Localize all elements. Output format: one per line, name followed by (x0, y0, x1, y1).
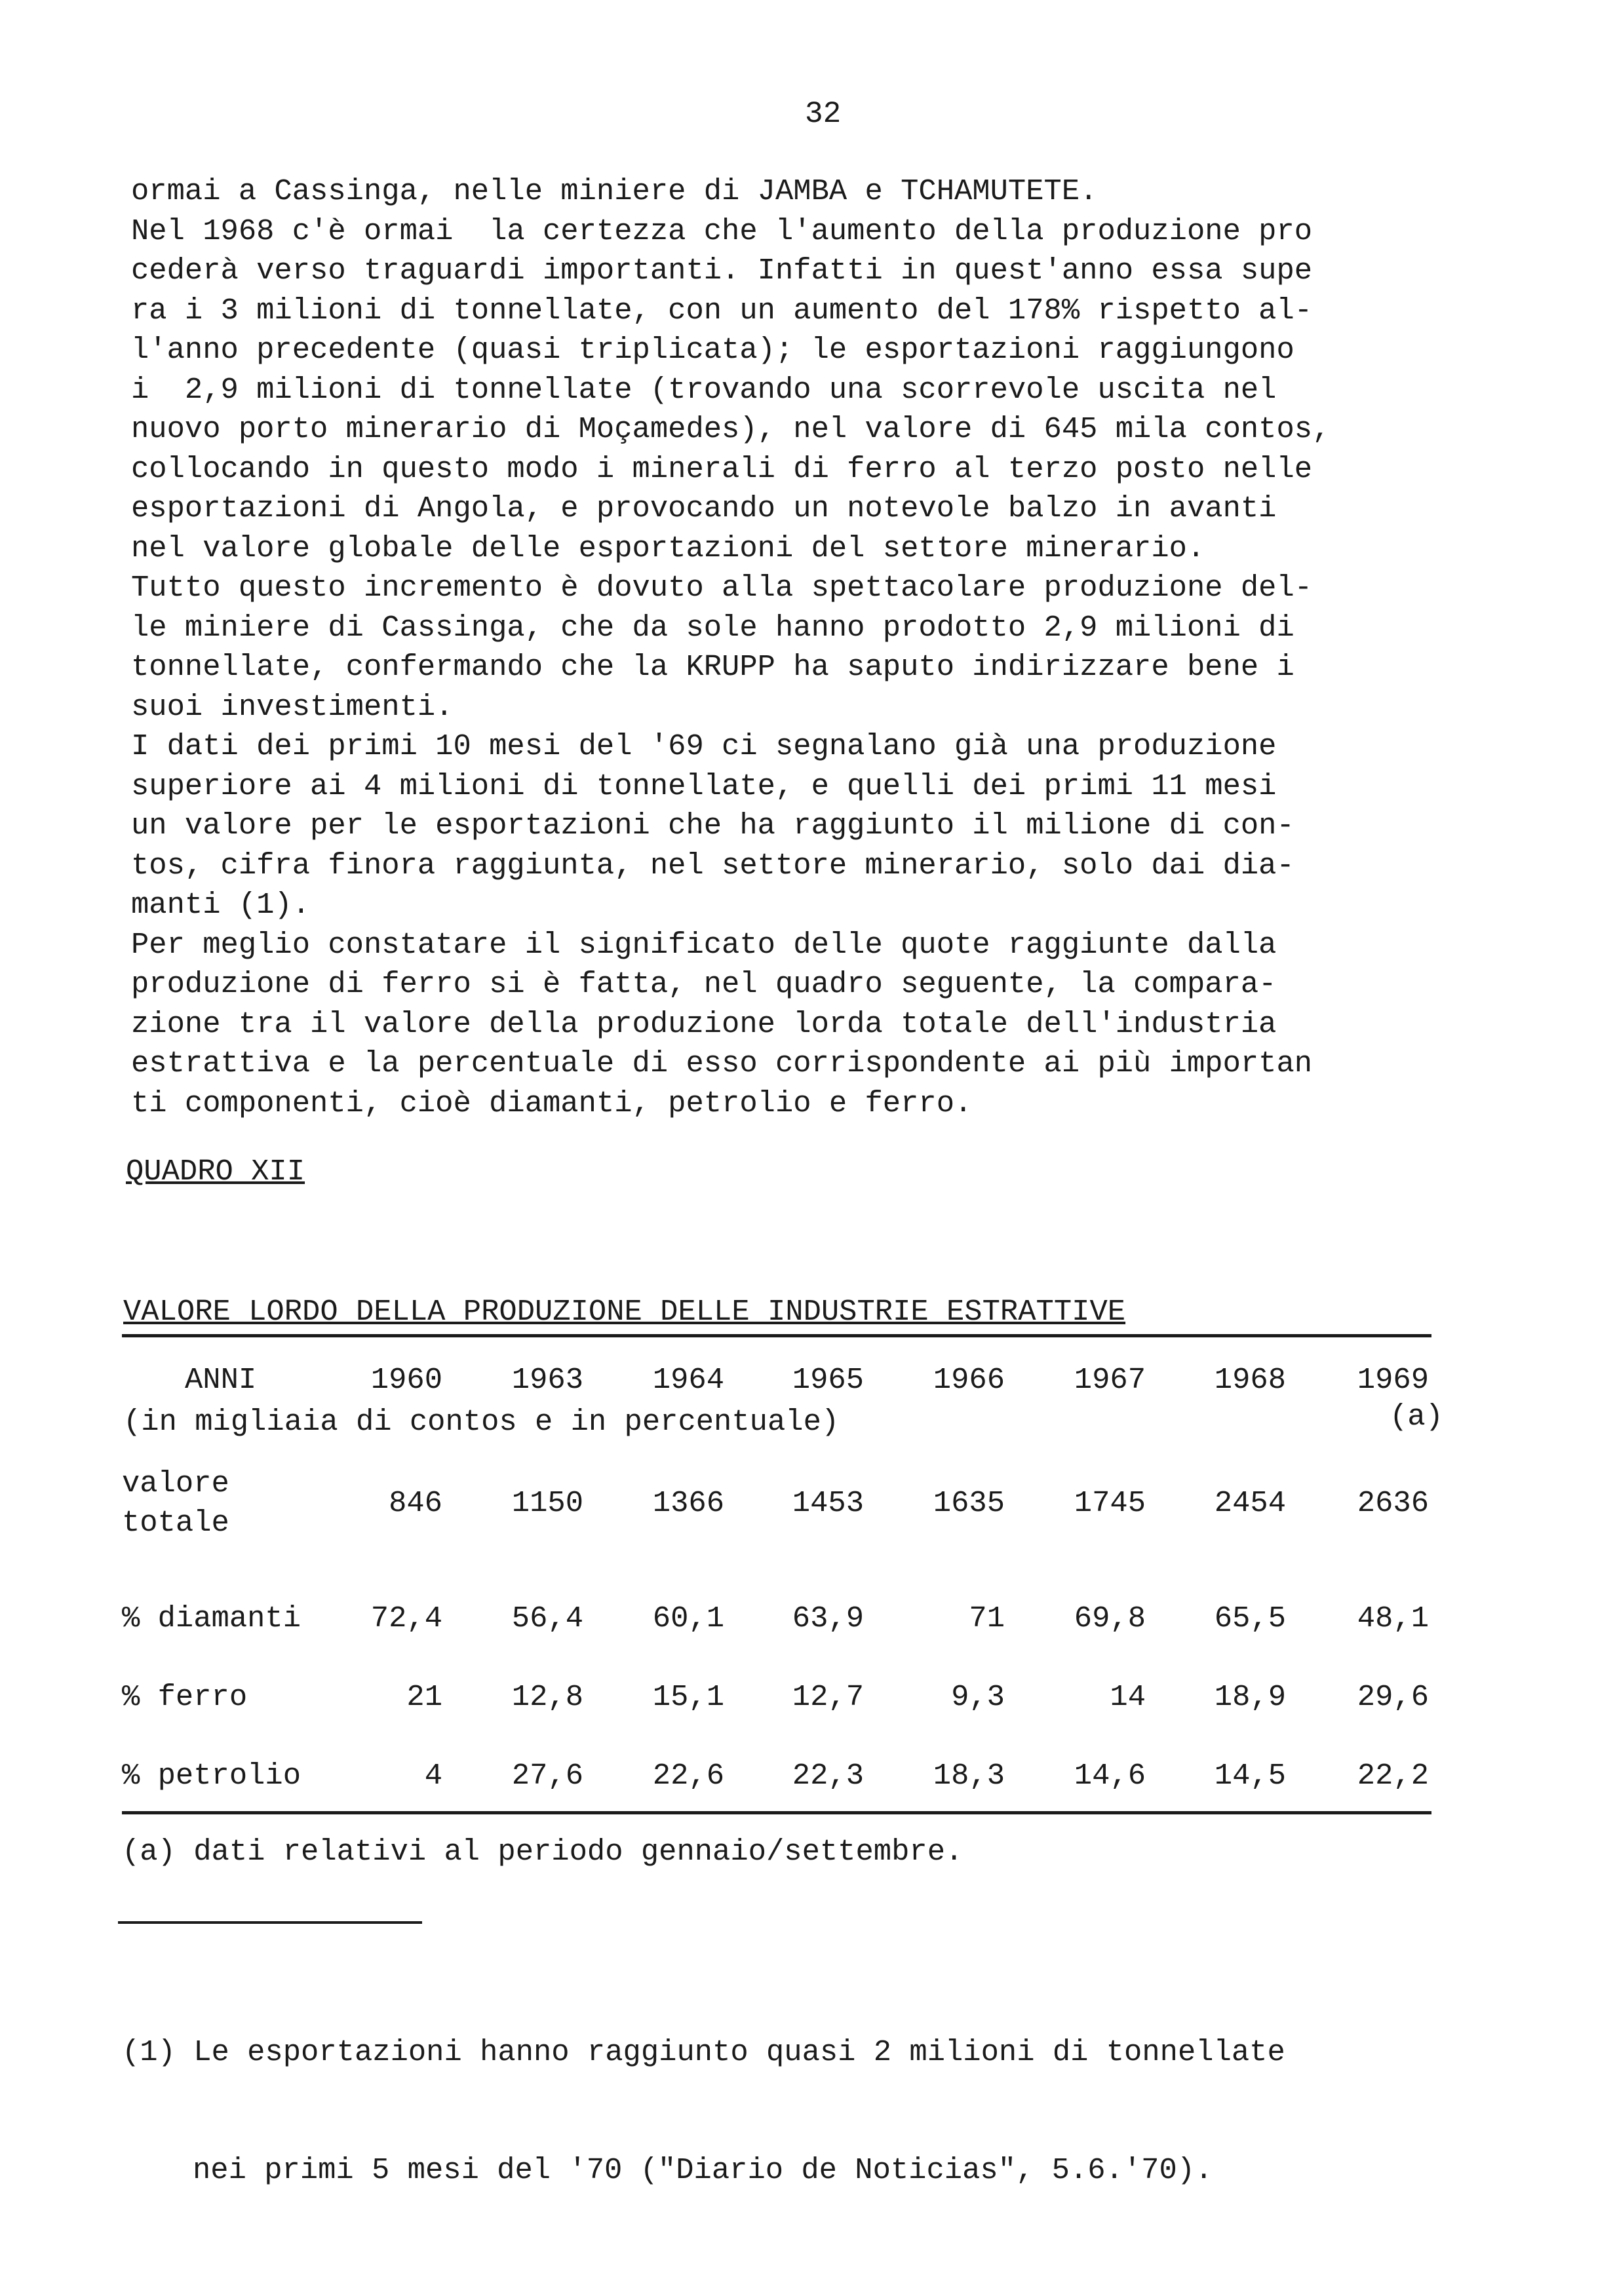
table-header-year: 1963 (511, 1363, 583, 1397)
table-cell: 1150 (511, 1486, 583, 1520)
table-header-year: 1968 (1214, 1363, 1286, 1397)
table-row-label: valore (122, 1466, 229, 1501)
table-cell: 60,1 (652, 1601, 724, 1636)
table-cell: 846 (389, 1486, 442, 1520)
table-cell: 1635 (933, 1486, 1005, 1520)
table-cell: 12,8 (511, 1680, 583, 1714)
table-row-label: % diamanti (122, 1601, 302, 1636)
page-number: 32 (805, 97, 842, 131)
table-row-label: % petrolio (122, 1759, 302, 1793)
table-row-label: % ferro (122, 1680, 248, 1714)
table-cell: 2636 (1357, 1486, 1429, 1520)
text-line: Nel 1968 c'è ormai la certezza che l'aumento della produzione pro (131, 214, 1313, 248)
table-cell: 15,1 (652, 1680, 724, 1714)
text-line: le miniere di Cassinga, che da sole hanno prodotto 2,9 milioni di (131, 610, 1294, 645)
text-line: l'anno precedente (quasi triplicata); le esportazioni raggiungono (131, 333, 1294, 367)
table-cell: 1745 (1074, 1486, 1146, 1520)
table-cell: 22,3 (792, 1759, 864, 1793)
table-title-block (123, 1220, 1125, 1477)
text-line: Tutto questo incremento è dovuto alla spettacolare produzione del- (131, 571, 1313, 605)
table-cell: 22,2 (1357, 1759, 1429, 1793)
text-line: un valore per le esportazioni che ha raggiunto il milione di con- (131, 809, 1294, 843)
table-cell: 72,4 (370, 1601, 442, 1636)
text-line: zione tra il valore della produzione lorda totale dell'industria (131, 1006, 1277, 1041)
table-header-year: 1965 (792, 1363, 864, 1397)
table-cell: 56,4 (511, 1601, 583, 1636)
table-cell: 63,9 (792, 1601, 864, 1636)
table-cell: 4 (424, 1759, 442, 1793)
footnote-separator (118, 1921, 422, 1924)
footnote-line: nei primi 5 mesi del '70 ("Diario de Noticias", 5.6.'70). (193, 2153, 1213, 2187)
table-cell: 18,3 (933, 1759, 1005, 1793)
table-cell: 14,6 (1074, 1759, 1146, 1793)
table-cell: 18,9 (1214, 1680, 1286, 1714)
table-title: VALORE LORDO DELLA PRODUZIONE DELLE INDUSTRIE ESTRATTIVE (123, 1295, 1126, 1329)
table-header-year: 1969 (1357, 1363, 1429, 1397)
text-line: tonnellate, confermando che la KRUPP ha saputo indirizzare bene i (131, 650, 1294, 684)
table-cell: 9,3 (951, 1680, 1005, 1714)
table-header-label: ANNI (185, 1363, 257, 1397)
text-line: ormai a Cassinga, nelle miniere di JAMBA e TCHAMUTETE. (131, 174, 1098, 208)
table-cell: 29,6 (1357, 1680, 1429, 1714)
table-header-year: 1966 (933, 1363, 1005, 1397)
text-line: estrattiva e la percentuale di esso corrispondente ai più importan (131, 1046, 1313, 1081)
table-cell: 21 (406, 1680, 442, 1714)
table-header-year: 1967 (1074, 1363, 1146, 1397)
table-row-label: totale (122, 1506, 229, 1540)
table-cell: 69,8 (1074, 1601, 1146, 1636)
text-line: cederà verso traguardi importanti. Infatti in quest'anno essa supe (131, 254, 1313, 288)
table-cell: 14,5 (1214, 1759, 1286, 1793)
text-line: i 2,9 milioni di tonnellate (trovando una scorrevole uscita nel (131, 372, 1277, 407)
text-line: esportazioni di Angola, e provocando un notevole balzo in avanti (131, 491, 1277, 526)
table-cell: 71 (969, 1601, 1005, 1636)
footnote (122, 1954, 1285, 2229)
table-note: (a) dati relativi al periodo gennaio/settembre. (122, 1835, 963, 1869)
table-cell: 27,6 (511, 1759, 583, 1793)
text-line: superiore ai 4 milioni di tonnellate, e quelli dei primi 11 mesi (131, 769, 1277, 803)
table-top-rule (122, 1334, 1431, 1337)
text-line: Per meglio constatare il significato delle quote raggiunte dalla (131, 927, 1277, 962)
text-line: tos, cifra finora raggiunta, nel settore minerario, solo dai dia- (131, 848, 1294, 883)
table-cell: 1366 (652, 1486, 724, 1520)
text-line: I dati dei primi 10 mesi del '69 ci segnalano già una produzione (131, 729, 1277, 763)
text-line: ti componenti, cioè diamanti, petrolio e ferro. (131, 1086, 973, 1120)
table-header-year-note: (a) (1390, 1400, 1443, 1434)
text-line: ra i 3 milioni di tonnellate, con un aumento del 178% rispetto al- (131, 293, 1313, 328)
text-line: collocando in questo modo i minerali di ferro al terzo posto nelle (131, 451, 1313, 486)
table-header-year: 1964 (652, 1363, 724, 1397)
footnote-line: (1) Le esportazioni hanno raggiunto quasi 2 milioni di tonnellate (122, 2035, 1285, 2069)
table-subtitle: (in migliaia di contos e in percentuale) (123, 1405, 840, 1439)
body-text (131, 172, 1494, 1123)
table-bottom-rule (122, 1811, 1431, 1814)
table-cell: 14 (1110, 1680, 1146, 1714)
text-line: nuovo porto minerario di Moçamedes), nel valore di 645 mila contos, (131, 412, 1331, 446)
text-line: nel valore globale delle esportazioni del settore minerario. (131, 531, 1205, 565)
table-cell: 1453 (792, 1486, 864, 1520)
text-line: manti (1). (131, 888, 311, 922)
table-header-year: 1960 (370, 1363, 442, 1397)
table-cell: 12,7 (792, 1680, 864, 1714)
table-cell: 48,1 (1357, 1601, 1429, 1636)
table-cell: 65,5 (1214, 1601, 1286, 1636)
text-line: produzione di ferro si è fatta, nel quadro seguente, la compara- (131, 967, 1277, 1001)
text-line: suoi investimenti. (131, 689, 454, 724)
table-cell: 2454 (1214, 1486, 1286, 1520)
table-cell: 22,6 (652, 1759, 724, 1793)
table-label: QUADRO XII (126, 1155, 305, 1189)
